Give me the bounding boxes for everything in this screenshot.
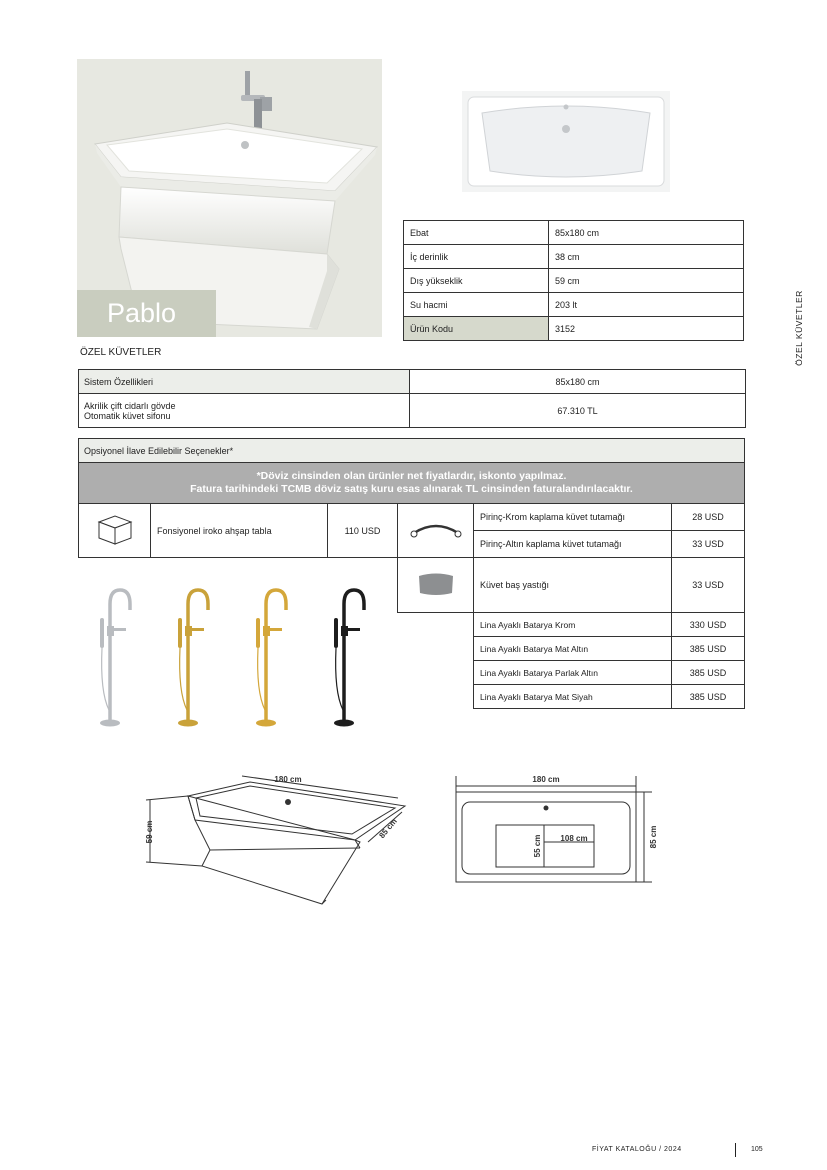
handle-thumbnail: [398, 504, 474, 558]
faucet-product-images: [90, 582, 380, 732]
spec-label: Ebat: [404, 221, 549, 245]
dimension-drawing-top: [448, 770, 663, 888]
spec-label: Su hacmi: [404, 293, 549, 317]
system-price: 67.310 TL: [410, 394, 746, 428]
faucet-label: Lina Ayaklı Batarya Parlak Altın: [474, 661, 672, 685]
faucet-label: Lina Ayaklı Batarya Mat Altın: [474, 637, 672, 661]
feature-line: Akrilik çift cidarlı gövde: [84, 400, 176, 411]
dim-width-label: 85 cm: [377, 816, 399, 840]
faucet-image: [100, 590, 130, 727]
system-feature-row: [79, 394, 746, 428]
product-name-label: [77, 290, 216, 337]
accessory-label: Pirinç-Altın kaplama küvet tutamağı: [474, 531, 672, 558]
accessory-price: 33 USD: [672, 558, 745, 613]
faucet-label: Lina Ayaklı Batarya Krom: [474, 613, 672, 637]
spec-value: 38 cm: [549, 245, 744, 269]
notice-line: *Döviz cinsinden olan ürünler net fiyatlardır, iskonto yapılmaz.: [256, 470, 567, 482]
system-header-value: 85x180 cm: [410, 370, 746, 394]
dim-top-length-label: 180 cm: [532, 775, 560, 784]
product-hero-image: [77, 59, 382, 337]
spec-row: [404, 245, 744, 269]
footer-catalog-title: FİYAT KATALOĞU / 2024: [592, 1146, 682, 1153]
spec-row: [404, 293, 744, 317]
headrest-pillow-icon: [416, 571, 456, 597]
options-header: Opsiyonel İlave Edilebilir Seçenekler*: [79, 439, 744, 463]
pillow-thumbnail: [398, 558, 474, 613]
shelf-label: Fonsiyonel iroko ahşap tabla: [151, 504, 328, 558]
feature-line: Otomatik küvet sifonu: [84, 410, 171, 421]
spec-row: [404, 269, 744, 293]
system-feature-text: [79, 394, 410, 428]
faucet-row: [474, 637, 745, 661]
faucet-label: Lina Ayaklı Batarya Mat Siyah: [474, 685, 672, 709]
footer-separator: [735, 1143, 736, 1157]
faucet-price: 385 USD: [672, 685, 745, 709]
accessory-label: Küvet baş yastığı: [474, 558, 672, 613]
dim-inner-length-label: 108 cm: [560, 834, 588, 843]
faucet-price: 385 USD: [672, 637, 745, 661]
accessory-price: 28 USD: [672, 504, 745, 531]
tub-handle-icon: [408, 519, 464, 541]
system-features-table: [78, 369, 746, 428]
shelf-thumbnail: [79, 504, 151, 558]
shelf-option-row: [79, 504, 398, 558]
accessory-price: 33 USD: [672, 531, 745, 558]
accessory-row: [398, 504, 745, 531]
wooden-shelf-icon: [95, 512, 135, 548]
faucet-image: [256, 590, 286, 727]
system-header-label: Sistem Özellikleri: [79, 370, 410, 394]
spec-table: [403, 220, 744, 341]
accessory-options-table: [397, 503, 745, 613]
faucet-image: [178, 590, 208, 727]
faucet-image: [334, 590, 364, 727]
spec-value: 3152: [549, 317, 744, 341]
spec-value: 203 lt: [549, 293, 744, 317]
faucet-price-table: [473, 612, 745, 709]
side-category-label: ÖZEL KÜVETLER: [794, 290, 804, 366]
notice-line: Fatura tarihindeki TCMB döviz satış kuru esas alınarak TL cinsinden faturalandırılacaktır.: [190, 483, 633, 495]
product-name: Pablo: [107, 298, 177, 328]
spec-row-product-code: [404, 317, 744, 341]
spec-value: 85x180 cm: [549, 221, 744, 245]
faucet-price: 385 USD: [672, 661, 745, 685]
faucet-row: [474, 613, 745, 637]
spec-value: 59 cm: [549, 269, 744, 293]
faucet-price: 330 USD: [672, 613, 745, 637]
page-number: 105: [751, 1146, 763, 1153]
shelf-price: 110 USD: [328, 504, 398, 558]
section-title: ÖZEL KÜVETLER: [80, 347, 162, 358]
bathtub-top-view-image: [462, 91, 670, 192]
dim-inner-width-label: 55 cm: [533, 834, 542, 858]
accessory-label: Pirinç-Krom kaplama küvet tutamağı: [474, 504, 672, 531]
faucet-row: [474, 661, 745, 685]
accessory-row: [398, 558, 745, 613]
shelf-option-table: [78, 503, 398, 558]
dim-length-label: 180 cm: [274, 775, 302, 784]
faucet-row: [474, 685, 745, 709]
spec-label: Dış yükseklik: [404, 269, 549, 293]
dimension-drawing-perspective: [140, 768, 415, 910]
dim-top-width-label: 85 cm: [649, 825, 658, 849]
dim-height-label: 59 cm: [145, 820, 154, 844]
spec-label: İç derinlik: [404, 245, 549, 269]
system-header-row: [79, 370, 746, 394]
currency-notice: [79, 463, 744, 503]
options-block: [78, 438, 745, 504]
spec-label: Ürün Kodu: [404, 317, 549, 341]
spec-row: [404, 221, 744, 245]
